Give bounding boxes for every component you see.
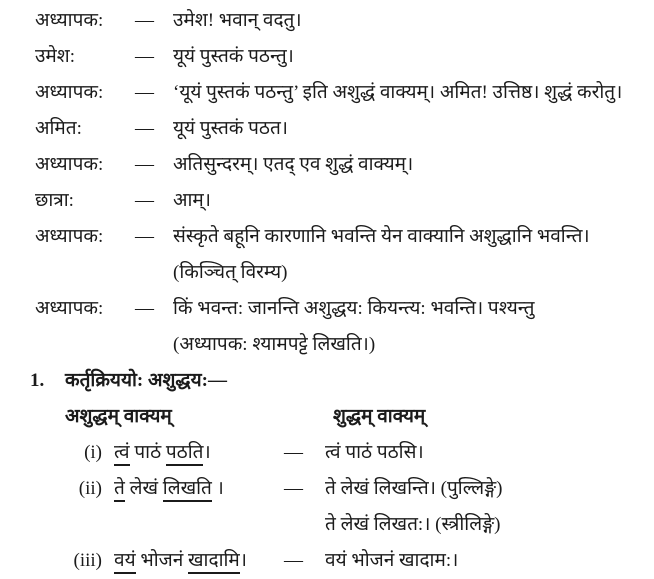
item-number: (i)	[84, 442, 102, 463]
dialogue-text: ‘यूयं पुस्तकं पठन्तु’ इति अशुद्धं वाक्यम्। अमित! उत्तिष्ठ। शुद्धं करोतु।	[173, 82, 623, 103]
speaker-label: अमित:	[35, 118, 82, 139]
dialogue-stage-note: (किञ्चित् विरम्य)	[173, 262, 288, 283]
exercise-number: 1.	[30, 370, 45, 391]
dialogue-row	[0, 291, 654, 363]
wrong-sentence	[114, 471, 284, 507]
dialogue-dash: —	[135, 118, 154, 139]
exercise-heading	[0, 363, 654, 399]
dialogue-row	[0, 3, 654, 39]
speaker-label: उमेश:	[35, 46, 75, 67]
dialogue-line: किं भवन्त: जानन्ति अशुद्धय: कियन्त्य: भवन्ति। पश्यन्तु	[173, 298, 535, 319]
dialogue-row	[0, 111, 654, 147]
dialogue-line: संस्कृते बहूनि कारणानि भवन्ति येन वाक्यानि अशुद्धानि भवन्ति।	[173, 226, 590, 247]
correct-sentence: त्वं पाठं पठसि।	[325, 442, 424, 463]
sentence-middle: पाठं	[129, 442, 166, 463]
dialogue-text: उमेश! भवान् वदतु।	[173, 10, 302, 31]
column-headers	[0, 399, 654, 435]
exercise-item-row	[0, 435, 654, 471]
exercise-title: कर्तृक्रिययो: अशुद्धय:—	[65, 370, 227, 391]
dialogue-dash: —	[135, 190, 154, 211]
item-number: (ii)	[78, 478, 102, 499]
dialogue-stage-note: (अध्यापक: श्यामपट्टे लिखति।)	[173, 334, 376, 355]
column-header-wrong: अशुद्धम् वाक्यम्	[65, 406, 172, 427]
wrong-sentence	[114, 543, 284, 579]
correct-sentence: वयं भोजनं खादाम:।	[325, 550, 459, 571]
dialogue-text: यूयं पुस्तकं पठत।	[173, 118, 289, 139]
underlined-word: वयं	[114, 550, 136, 574]
dialogue-text	[173, 291, 654, 363]
item-dash: —	[284, 442, 303, 463]
speaker-label: अध्यापक:	[35, 10, 104, 31]
dialogue-dash: —	[135, 82, 154, 103]
column-header-correct: शुद्धम् वाक्यम्	[333, 406, 426, 427]
underlined-word: खादामि	[188, 550, 240, 574]
item-dash: —	[284, 550, 303, 571]
dialogue-text: आम्।	[173, 190, 211, 211]
sentence-middle: लेखं	[124, 478, 163, 499]
dialogue-text: अतिसुन्दरम्। एतद् एव शुद्धं वाक्यम्।	[173, 154, 414, 175]
wrong-sentence	[114, 435, 284, 471]
correct-sentence: ते लेखं लिखत:। (स्त्रीलिङ्गे)	[325, 514, 501, 535]
speaker-label: अध्यापक:	[35, 298, 104, 319]
dialogue-dash: —	[135, 46, 154, 67]
dialogue-row	[0, 75, 654, 111]
dialogue-dash: —	[135, 10, 154, 31]
underlined-word: ते	[114, 478, 125, 502]
sentence-tail: ।	[239, 550, 247, 571]
dialogue-row	[0, 39, 654, 75]
dialogue-text	[173, 219, 654, 291]
dialogue-row	[0, 147, 654, 183]
dialogue-text: यूयं पुस्तकं पठन्तु।	[173, 46, 294, 67]
speaker-label: अध्यापक:	[35, 226, 104, 247]
exercise-item-row	[0, 471, 654, 507]
speaker-label: अध्यापक:	[35, 82, 104, 103]
speaker-label: अध्यापक:	[35, 154, 104, 175]
underlined-word: त्वं	[114, 442, 130, 466]
underlined-word: पठति	[166, 442, 204, 466]
dialogue-row	[0, 219, 654, 291]
item-number: (iii)	[73, 550, 102, 571]
speaker-label: छात्रा:	[35, 190, 74, 211]
sentence-tail: ।	[203, 442, 211, 463]
sentence-tail: ।	[211, 478, 224, 499]
dialogue-dash: —	[135, 154, 154, 175]
exercise-item-row	[0, 543, 654, 579]
dialogue-dash: —	[135, 298, 154, 319]
dialogue-dash: —	[135, 226, 154, 247]
sentence-middle: भोजनं	[135, 550, 189, 571]
exercise-item-continuation	[0, 507, 654, 543]
dialogue-row	[0, 183, 654, 219]
underlined-word: लिखति	[163, 478, 212, 502]
correct-sentence: ते लेखं लिखन्ति। (पुल्लिङ्गे)	[325, 478, 503, 499]
item-dash: —	[284, 478, 303, 499]
